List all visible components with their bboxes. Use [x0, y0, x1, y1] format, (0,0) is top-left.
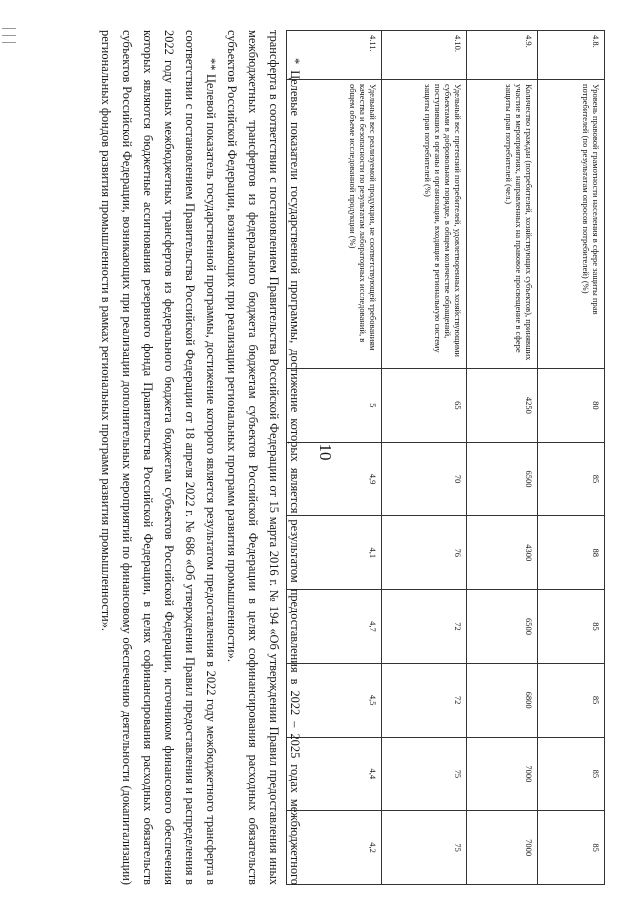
indicator-name: Уровень правовой грамотности населения в сфере защиты прав потребителей (по результатам опросов потребителей) (%) [538, 80, 605, 369]
value-cell: 4250 [467, 369, 538, 443]
value-cell: 4300 [467, 516, 538, 590]
value-cell: 85 [538, 811, 605, 885]
value-cell: 80 [538, 369, 605, 443]
footnote-double-star: ** Целевой показатель государственной программы, достижение которого является результатом предоставления в 2022 году межбюджетного трансферта в соответствии с постановлением Правительства Российской Федерации от 18 апреля 2022 г. № 686 «Об утверждении Правил предоставления и распределения в 2022 году иных межбюджетных трансфертов из федерального бюджета бюджетам субъектов Российской Федерации, источником финансового обеспечения которых являются бюджетные ассигнования резервного фонда Правительства Российской Федерации, в целях софинансирования расходных обязательств субъектов Российской Федерации, возникающих при реализации дополнительных мероприятий по финансовому обеспечению деятельности (докапитализации) региональных фондов развития промышленности в рамках региональных программ развития промышленности». [99, 30, 218, 885]
row-number: 4.9. [467, 31, 538, 80]
value-cell: 72 [382, 590, 467, 664]
value-cell: 85 [538, 737, 605, 811]
value-cell: 76 [382, 516, 467, 590]
value-cell: 5 [287, 369, 382, 443]
value-cell: 4,7 [287, 590, 382, 664]
table-row [467, 31, 538, 885]
value-cell: 75 [382, 737, 467, 811]
indicator-name: Удельный вес претензий потребителей, удовлетворенных хозяйствующими субъектами в добровольном порядке, в общем количестве обращений, поступивших в органы и организации, входящие в региональную систему защиты прав потребителей (%) [382, 80, 467, 369]
value-cell: 4,2 [287, 811, 382, 885]
value-cell: 7000 [467, 737, 538, 811]
row-number: 4.11. [287, 31, 382, 80]
value-cell: 88 [538, 516, 605, 590]
value-cell: 4,9 [287, 442, 382, 516]
value-cell: 6500 [467, 442, 538, 516]
row-number: 4.10. [382, 31, 467, 80]
page-number: 10 [316, 443, 335, 461]
table-row [382, 31, 467, 885]
indicator-name: Удельный вес реализуемой продукции, не соответствующей требованиям качества и безопасности по результатам лабораторных исследований, в общем объеме исследованной продукции (%) [287, 80, 382, 369]
value-cell: 70 [382, 442, 467, 516]
footnotes [95, 30, 305, 885]
footnote-single-star: * Целевые показатели государственной программы, достижение которых является результатом предоставления в 2022 – 2025 годах межбюджетного трансферта в соответствии с постановлением Правительства Российской Федерации от 15 марта 2016 г. № 194 «Об утверждении Правил предоставления иных межбюджетных трансфертов из федерального бюджета бюджетам субъектов Российской Федерации в целях софинансирования расходных обязательств субъектов Российской Федерации, возникающих при реализации региональных программ развития промышленности». [225, 30, 302, 885]
indicator-name: Количество граждан (потребителей, хозяйствующих субъектов), принявших участие в мероприятиях, направленных на правовое просвещение в сфере защиты прав потребителей (чел.) [467, 80, 538, 369]
scan-edge-marks [0, 22, 20, 52]
value-cell: 6500 [467, 590, 538, 664]
value-cell: 4,1 [287, 516, 382, 590]
value-cell: 75 [382, 811, 467, 885]
value-cell: 4,5 [287, 663, 382, 737]
value-cell: 65 [382, 369, 467, 443]
value-cell: 85 [538, 442, 605, 516]
row-number: 4.8. [538, 31, 605, 80]
value-cell: 72 [382, 663, 467, 737]
rotated-content [40, 30, 605, 885]
table-row [538, 31, 605, 885]
value-cell: 85 [538, 663, 605, 737]
value-cell: 85 [538, 590, 605, 664]
value-cell: 7000 [467, 811, 538, 885]
value-cell: 6800 [467, 663, 538, 737]
indicators-table [286, 30, 605, 885]
value-cell: 4,4 [287, 737, 382, 811]
